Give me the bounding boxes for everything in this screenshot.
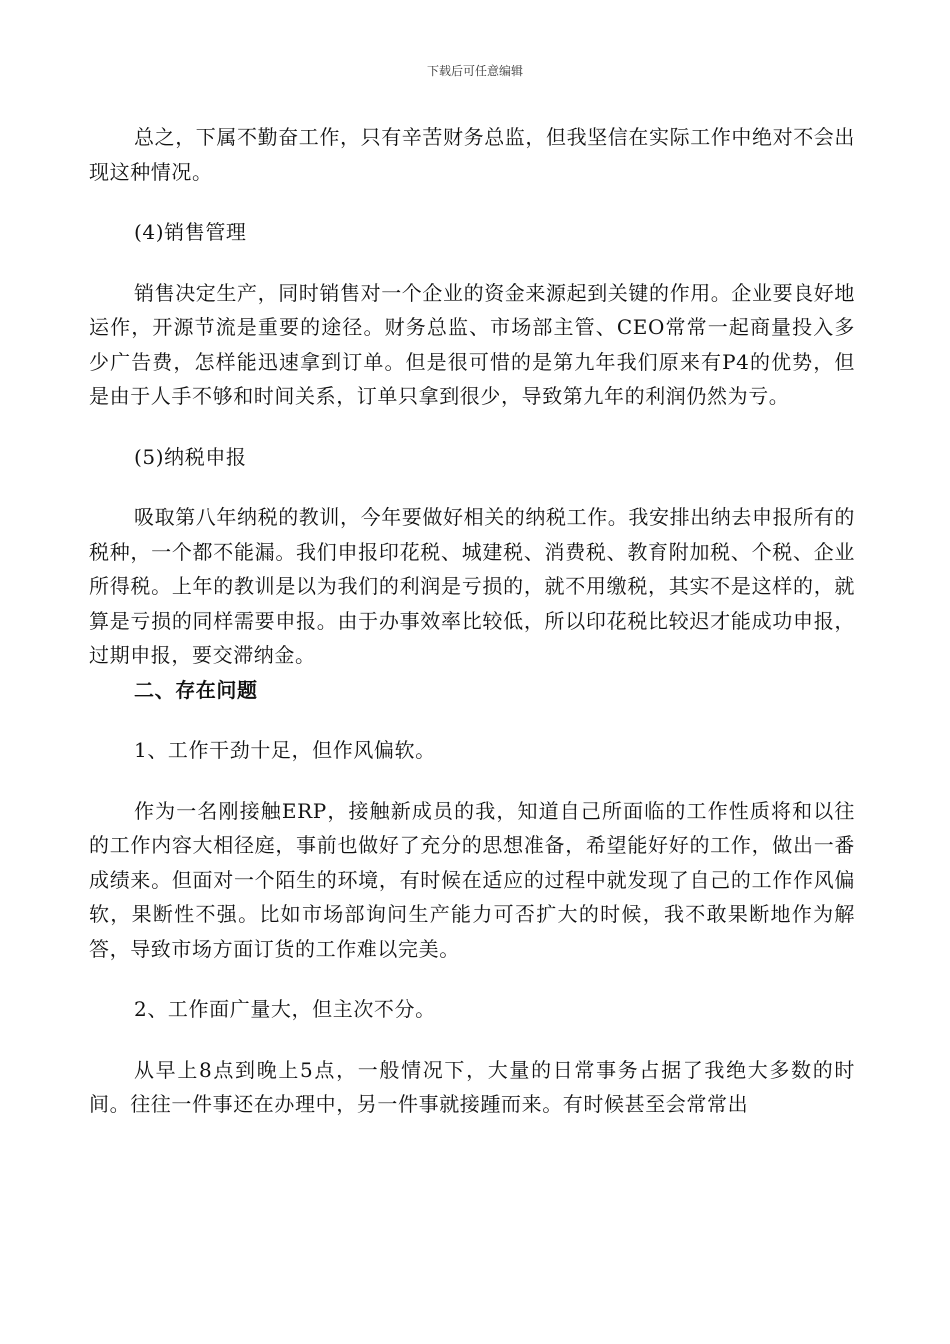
subheading-problem-1: 1、工作干劲十足，但作风偏软。	[134, 738, 436, 762]
subheading-tax-filing: (5)纳税申报	[134, 444, 247, 469]
paragraph-conclusion: 总之，下属不勤奋工作，只有辛苦财务总监，但我坚信在实际工作中绝对不会出现这种情况。	[89, 125, 855, 184]
document-body	[89, 120, 855, 1122]
page-header: 下载后可任意编辑	[426, 64, 523, 78]
paragraph-problem-2: 从早上8点到晚上5点，一般情况下，大量的日常事务占据了我绝大多数的时间。往往一件事还在办理中，另一件事就接踵而来。有时候甚至会常常出	[89, 1057, 855, 1116]
subheading-problem-2: 2、工作面广量大，但主次不分。	[134, 997, 436, 1021]
section-heading-problems: 二、存在问题	[134, 677, 258, 702]
subheading-sales-management: (4)销售管理	[134, 220, 247, 244]
paragraph-problem-1: 作为一名刚接触ERP，接触新成员的我，知道自己所面临的工作性质将和以往的工作内容大相径庭，事前也做好了充分的思想准备，希望能好好的工作，做出一番成绩来。但面对一个陌生的环境，有时候在适应的过程中就发现了自己的工作作风偏软，果断性不强。比如市场部询问生产能力可否扩大的时候，我不敢果断地作为解答，导致市场方面订货的工作难以完美。	[89, 798, 855, 961]
paragraph-sales: 销售决定生产，同时销售对一个企业的资金来源起到关键的作用。企业要良好地运作，开源节流是重要的途径。财务总监、市场部主管、CEO常常一起商量投入多少广告费，怎样能迅速拿到订单。但是很可惜的是第九年我们原来有P4的优势，但是由于人手不够和时间关系，订单只拿到很少，导致第九年的利润仍然为亏。	[89, 280, 855, 408]
paragraph-tax: 吸取第八年纳税的教训，今年要做好相关的纳税工作。我安排出纳去申报所有的税种，一个都不能漏。我们申报印花税、城建税、消费税、教育附加税、个税、企业所得税。上年的教训是以为我们的利润是亏损的，就不用缴税，其实不是这样的，就算是亏损的同样需要申报。由于办事效率比较低，所以印花税比较迟才能成功申报，过期申报，要交滞纳金。	[89, 505, 855, 667]
